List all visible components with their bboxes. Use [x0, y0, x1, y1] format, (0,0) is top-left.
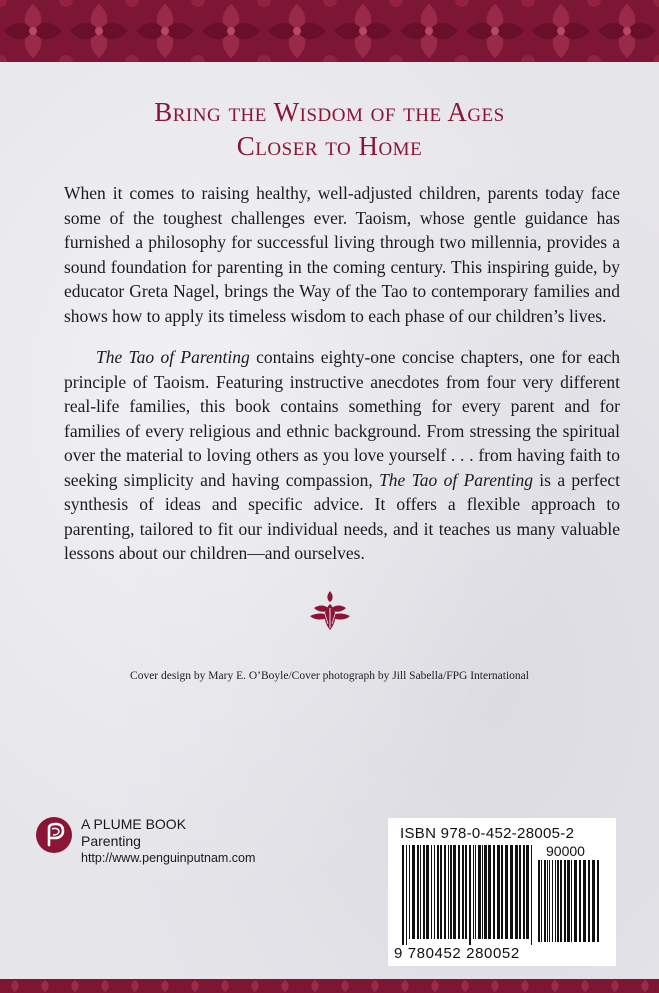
barcode-bar: [541, 860, 542, 942]
barcode-bar: [420, 845, 421, 939]
barcode-bar: [469, 845, 471, 945]
barcode-bar: [406, 845, 407, 945]
barcode-bar: [462, 845, 464, 939]
barcode-bar: [523, 845, 525, 939]
barcode-bar: [482, 845, 483, 939]
barcode-bar: [409, 845, 410, 939]
barcode-bar: [473, 845, 474, 939]
barcode-bar: [488, 845, 491, 939]
barcode-bar: [555, 860, 556, 942]
headline-line-1: Bring the Wisdom of the Ages: [154, 97, 505, 127]
book-title: The Tao of Parenting: [96, 347, 250, 367]
barcode-bar: [519, 845, 521, 939]
barcode-bar: [515, 845, 518, 939]
price-code: 90000: [546, 843, 585, 859]
barcode-bar: [431, 845, 432, 939]
barcode-bar: [444, 845, 446, 939]
barcode-bar: [501, 845, 503, 939]
barcode-bar: [493, 845, 495, 939]
barcode-bar: [544, 860, 546, 942]
ean-barcode-icon: [402, 845, 534, 945]
barcode-bar: [567, 860, 570, 942]
barcode-bar: [538, 860, 540, 942]
barcode-bar: [571, 860, 572, 942]
barcode-bar: [423, 845, 425, 939]
book-title-repeat: The Tao of Parenting: [379, 469, 533, 490]
barcode-bar: [526, 845, 529, 939]
plume-logo-icon: [35, 816, 73, 854]
barcode-bar: [549, 860, 550, 942]
barcode-bar: [497, 845, 500, 939]
addon-barcode-icon: [538, 860, 602, 942]
barcode-bar: [402, 845, 404, 945]
barcode-bar: [440, 845, 442, 939]
barcode-bar: [597, 860, 599, 942]
isbn-label: ISBN 978-0-452-28005-2: [400, 825, 575, 842]
headline-line-2: Closer to Home: [236, 131, 423, 161]
barcode-panel: [388, 818, 616, 966]
barcode-bar: [510, 845, 513, 939]
barcode-bar: [478, 845, 481, 939]
barcode-bar: [505, 845, 508, 939]
floral-border-icon: [0, 979, 659, 993]
barcode-bar: [426, 845, 429, 939]
barcode-digits: 9 780452 280052: [394, 945, 520, 962]
barcode-bar: [484, 845, 487, 939]
publisher-url: http://www.penguinputnam.com: [81, 851, 256, 865]
paragraph-2-text-b: is a perfect synthesis of ideas and specific advice. It offers a flexible approach to parenting, tailored to fit our individual needs, and it teaches us many valuable lessons about our children—and ourselves.: [64, 469, 620, 563]
barcode-bar: [583, 860, 586, 942]
top-decorative-band: [0, 0, 659, 62]
barcode-bar: [574, 860, 577, 942]
bottom-decorative-band: [0, 979, 659, 993]
barcode-bar: [588, 860, 590, 942]
barcode-bar: [592, 860, 595, 942]
barcode-bar: [547, 860, 548, 942]
barcode-bar: [564, 860, 566, 942]
barcode-bar: [417, 845, 419, 939]
barcode-bar: [437, 845, 439, 939]
floral-pattern-icon: [0, 0, 659, 62]
barcode-bar: [531, 845, 532, 945]
book-category: Parenting: [81, 833, 141, 849]
paragraph-2-text-a: contains eighty-one concise chapters, one for each principle of Taoism. Featuring instructive anecdotes from four very different real-life families, this book contains something for every parent and for families of every religious and ethnic background. From stressing the spiritual over the material to loving others as you love yourself . . . from having faith to seeking simplicity and having compassion,: [64, 347, 620, 490]
barcode-bar: [465, 845, 467, 939]
cover-credits: Cover design by Mary E. O’Boyle/Cover photograph by Jill Sabella/FPG International: [130, 670, 529, 682]
barcode-bar: [579, 860, 581, 942]
barcode-bar: [453, 845, 456, 939]
barcode-bar: [434, 845, 435, 939]
flower-ornament-icon: [306, 588, 354, 632]
barcode-bar: [450, 845, 452, 939]
barcode-bar: [412, 845, 415, 939]
publisher-name: A PLUME BOOK: [81, 816, 187, 832]
barcode-bar: [552, 860, 553, 942]
barcode-bar: [560, 860, 562, 942]
barcode-bar: [458, 845, 460, 939]
description-paragraph-2: [64, 345, 620, 566]
barcode-bar: [475, 845, 476, 939]
description-paragraph-1: When it comes to raising healthy, well-adjusted children, parents today face some of the toughest challenges ever. Taoism, whose gentle guidance has furnished a philosophy for successful living through two millennia, provides a sound foundation for parenting in the coming century. This inspiring guide, by educator Greta Nagel, brings the Way of the Tao to contemporary families and shows how to apply its timeless wisdom to each phase of our children’s lives.: [64, 183, 620, 326]
barcode-bar: [557, 860, 559, 942]
barcode-bar: [448, 845, 449, 939]
